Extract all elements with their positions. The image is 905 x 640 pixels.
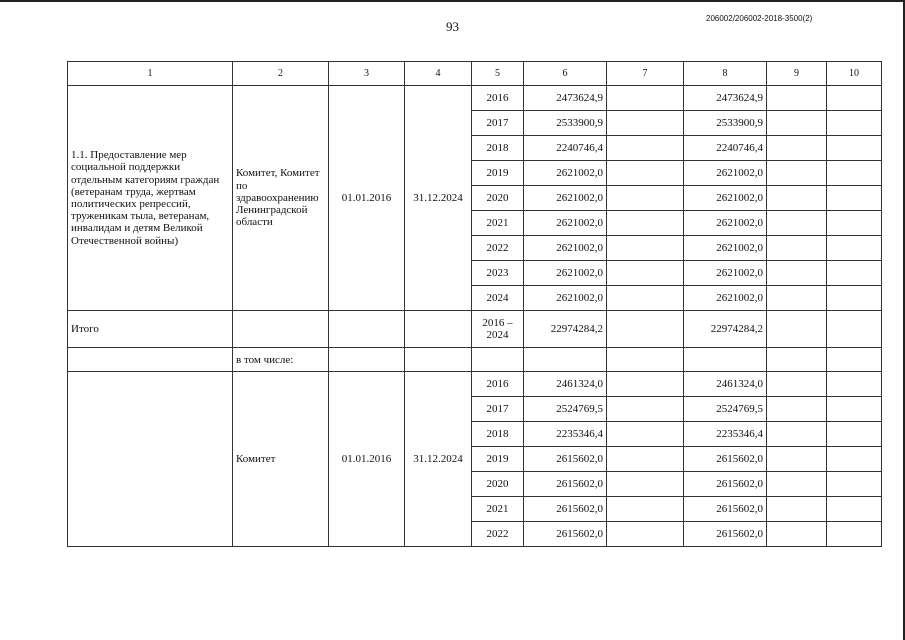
empty-cell [827,236,882,261]
start-date-cell: 01.01.2016 [329,86,405,311]
amount-cell: 2621002,0 [684,161,767,186]
amount-cell: 2621002,0 [684,286,767,311]
empty-cell [827,136,882,161]
empty-cell [827,111,882,136]
amount-cell: 2240746,4 [684,136,767,161]
column-header: 5 [472,62,524,86]
empty-cell [607,348,684,372]
empty-cell [68,348,233,372]
empty-cell [827,311,882,348]
amount-cell: 2235346,4 [684,422,767,447]
amount-cell: 2621002,0 [524,236,607,261]
empty-cell [607,372,684,397]
empty-cell [767,447,827,472]
total-amount-cell: 22974284,2 [524,311,607,348]
year-cell: 2016 [472,372,524,397]
amount-cell: 2473624,9 [524,86,607,111]
year-cell: 2021 [472,497,524,522]
empty-cell [329,348,405,372]
year-cell: 2019 [472,447,524,472]
empty-cell [767,236,827,261]
year-cell: 2022 [472,236,524,261]
year-cell: 2017 [472,397,524,422]
year-cell: 2023 [472,261,524,286]
measure-name: 1.1. Предоставление мер социальной поддержки отдельным категориям граждан (ветеранам труда, жертвам политических репрессий, труженикам тыла, ветеранам, инвалидам и детям Великой Отечественной войны) [68,86,233,311]
amount-cell: 2235346,4 [524,422,607,447]
amount-cell: 2621002,0 [524,286,607,311]
year-cell: 2020 [472,472,524,497]
empty-cell [827,348,882,372]
column-header: 9 [767,62,827,86]
start-date-cell: 01.01.2016 [329,372,405,547]
column-header: 2 [233,62,329,86]
empty-cell [767,372,827,397]
column-header: 7 [607,62,684,86]
empty-cell [684,348,767,372]
empty-cell [607,286,684,311]
amount-cell: 2615602,0 [684,497,767,522]
empty-cell [68,372,233,547]
empty-cell [827,86,882,111]
empty-cell [767,286,827,311]
empty-cell [607,161,684,186]
empty-cell [607,472,684,497]
executor-cell: Комитет [233,372,329,547]
empty-cell [405,311,472,348]
column-header: 4 [405,62,472,86]
empty-cell [827,372,882,397]
amount-cell: 2621002,0 [684,186,767,211]
empty-cell [607,497,684,522]
amount-cell: 2621002,0 [524,211,607,236]
total-years-cell: 2016 – 2024 [472,311,524,348]
empty-cell [607,311,684,348]
empty-cell [767,111,827,136]
amount-cell: 2461324,0 [524,372,607,397]
including-row [68,348,882,372]
year-cell: 2024 [472,286,524,311]
column-header: 10 [827,62,882,86]
empty-cell [827,522,882,547]
empty-cell [607,111,684,136]
empty-cell [767,422,827,447]
empty-cell [607,261,684,286]
amount-cell: 2621002,0 [524,186,607,211]
table-body [68,62,882,547]
executor-cell: Комитет, Комитет по здравоохранению Ленинградской области [233,86,329,311]
empty-cell [767,522,827,547]
total-label: Итого [68,311,233,348]
empty-cell [607,211,684,236]
empty-cell [607,86,684,111]
total-row [68,311,882,348]
year-cell: 2022 [472,522,524,547]
empty-cell [767,136,827,161]
table-row [68,372,882,397]
amount-cell: 2615602,0 [524,447,607,472]
page-edge-top [0,0,905,2]
empty-cell [827,472,882,497]
program-table [67,61,882,547]
empty-cell [827,161,882,186]
amount-cell: 2621002,0 [684,211,767,236]
empty-cell [767,397,827,422]
empty-cell [607,447,684,472]
amount-cell: 2473624,9 [684,86,767,111]
empty-cell [767,161,827,186]
year-cell: 2018 [472,422,524,447]
amount-cell: 2621002,0 [524,161,607,186]
year-cell: 2020 [472,186,524,211]
empty-cell [827,211,882,236]
amount-cell: 2621002,0 [684,236,767,261]
empty-cell [607,236,684,261]
page-number: 93 [446,19,459,34]
end-date-cell: 31.12.2024 [405,86,472,311]
empty-cell [827,447,882,472]
empty-cell [767,186,827,211]
empty-cell [767,211,827,236]
year-cell: 2016 [472,86,524,111]
amount-cell: 2524769,5 [684,397,767,422]
empty-cell [827,422,882,447]
amount-cell: 2615602,0 [684,472,767,497]
amount-cell: 2615602,0 [684,522,767,547]
empty-cell [607,186,684,211]
empty-cell [767,497,827,522]
header-row [68,62,882,86]
empty-cell [607,522,684,547]
including-label: в том числе: [233,348,329,372]
amount-cell: 2461324,0 [684,372,767,397]
empty-cell [233,311,329,348]
year-cell: 2021 [472,211,524,236]
column-header: 1 [68,62,233,86]
empty-cell [405,348,472,372]
total-amount-cell: 22974284,2 [684,311,767,348]
empty-cell [607,397,684,422]
year-cell: 2018 [472,136,524,161]
empty-cell [827,497,882,522]
table-row [68,86,882,111]
amount-cell: 2533900,9 [524,111,607,136]
empty-cell [827,286,882,311]
empty-cell [524,348,607,372]
empty-cell [827,261,882,286]
amount-cell: 2621002,0 [684,261,767,286]
empty-cell [767,472,827,497]
empty-cell [827,397,882,422]
empty-cell [767,261,827,286]
amount-cell: 2524769,5 [524,397,607,422]
empty-cell [767,86,827,111]
empty-cell [472,348,524,372]
empty-cell [607,422,684,447]
amount-cell: 2615602,0 [524,522,607,547]
column-header: 3 [329,62,405,86]
empty-cell [329,311,405,348]
empty-cell [827,186,882,211]
empty-cell [767,311,827,348]
amount-cell: 2621002,0 [524,261,607,286]
amount-cell: 2615602,0 [524,472,607,497]
amount-cell: 2240746,4 [524,136,607,161]
empty-cell [607,136,684,161]
amount-cell: 2615602,0 [684,447,767,472]
document-code: 206002/206002-2018-3500(2) [706,14,813,23]
year-cell: 2019 [472,161,524,186]
end-date-cell: 31.12.2024 [405,372,472,547]
column-header: 6 [524,62,607,86]
column-header: 8 [684,62,767,86]
empty-cell [767,348,827,372]
year-cell: 2017 [472,111,524,136]
amount-cell: 2615602,0 [524,497,607,522]
amount-cell: 2533900,9 [684,111,767,136]
